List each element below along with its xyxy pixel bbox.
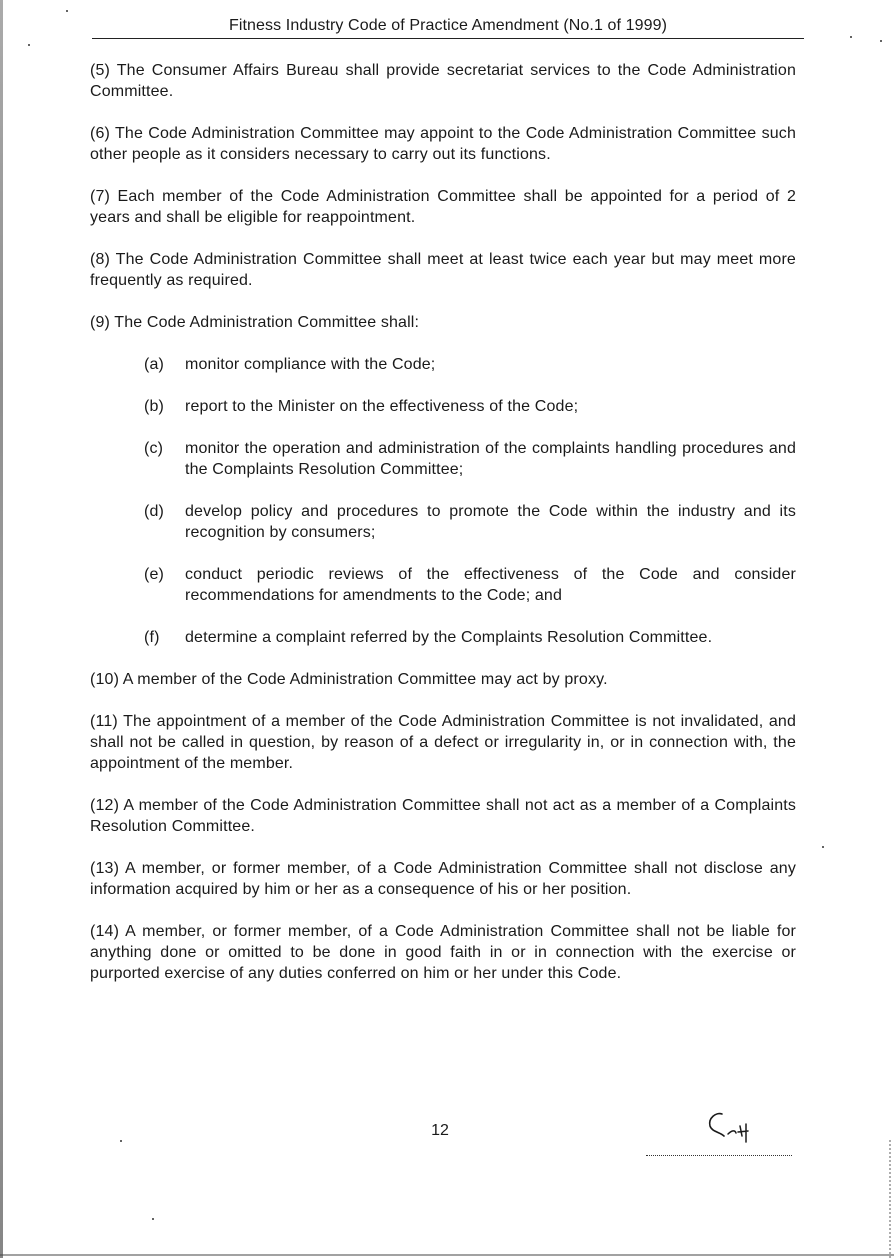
paragraph-11: (11) The appointment of a member of the Code Administration Committee is not invalidated, and shall not be called in question, by reason of a defect or irregularity in, or in connection with, the appointment of the member. [90, 713, 796, 772]
scan-speck [28, 44, 30, 46]
document-body [90, 60, 796, 1005]
scan-edge-left [0, 0, 3, 1258]
running-header [92, 14, 804, 39]
handwritten-initials-signature [640, 1100, 800, 1170]
list-item [90, 627, 796, 648]
list-item-label: (c) [144, 440, 164, 457]
paragraph-10: (10) A member of the Code Administration Committee may act by proxy. [90, 671, 608, 688]
list-item [90, 396, 796, 417]
initials-stroke [738, 1124, 748, 1142]
list-item-text: conduct periodic reviews of the effectiveness of the Code and consider recommendations for amendments to the Code; and [185, 566, 796, 604]
list-item-text: develop policy and procedures to promote the Code within the industry and its recognition by consumers; [185, 503, 796, 541]
scan-edge-right [889, 1140, 893, 1258]
scan-speck [120, 1140, 122, 1142]
list-item-text: determine a complaint referred by the Complaints Resolution Committee. [185, 629, 713, 646]
initials-stroke [728, 1131, 736, 1134]
list-item-label: (e) [144, 566, 165, 583]
scan-speck [152, 1218, 154, 1220]
paragraph-14: (14) A member, or former member, of a Code Administration Committee shall not be liable for anything done or omitted to be done in good faith in or in connection with the exercise or purported exercise of any duties conferred on him or her under this Code. [90, 923, 796, 982]
list-item-text: monitor the operation and administration of the complaints handling procedures and the Complaints Resolution Committee; [185, 440, 796, 478]
list-item-label: (d) [144, 503, 165, 520]
list-item [90, 354, 796, 375]
document-title: Fitness Industry Code of Practice Amendment (No.1 of 1999) [228, 17, 667, 34]
scan-speck [822, 846, 824, 848]
list-item-label: (a) [144, 356, 165, 373]
scan-edge-bottom [0, 1254, 894, 1256]
page-number: 12 [431, 1122, 449, 1139]
list-item-text: monitor compliance with the Code; [185, 356, 436, 373]
scan-speck [66, 10, 68, 12]
paragraph-5: (5) The Consumer Affairs Bureau shall provide secretariat services to the Code Administration Committee. [90, 62, 796, 100]
paragraph-13: (13) A member, or former member, of a Code Administration Committee shall not disclose any information acquired by him or her as a consequence of his or her position. [90, 860, 796, 898]
list-item-label: (f) [144, 629, 160, 646]
list-item [90, 438, 796, 480]
paragraph-8: (8) The Code Administration Committee shall meet at least twice each year but may meet more frequently as required. [90, 251, 796, 289]
initials-stroke [710, 1114, 724, 1136]
list-item-text: report to the Minister on the effectiveness of the Code; [185, 398, 579, 415]
scan-speck [850, 36, 852, 38]
functions-list [90, 354, 796, 648]
signature-line [646, 1155, 792, 1156]
list-item [90, 564, 796, 606]
paragraph-12: (12) A member of the Code Administration Committee shall not act as a member of a Complaints Resolution Committee. [90, 797, 796, 835]
list-item [90, 501, 796, 543]
list-item-label: (b) [144, 398, 165, 415]
paragraph-6: (6) The Code Administration Committee may appoint to the Code Administration Committee such other people as it considers necessary to carry out its functions. [90, 125, 796, 163]
paragraph-7: (7) Each member of the Code Administration Committee shall be appointed for a period of 2 years and shall be eligible for reappointment. [90, 188, 796, 226]
paragraph-9: (9) The Code Administration Committee shall: [90, 314, 420, 331]
scan-speck [880, 40, 882, 42]
